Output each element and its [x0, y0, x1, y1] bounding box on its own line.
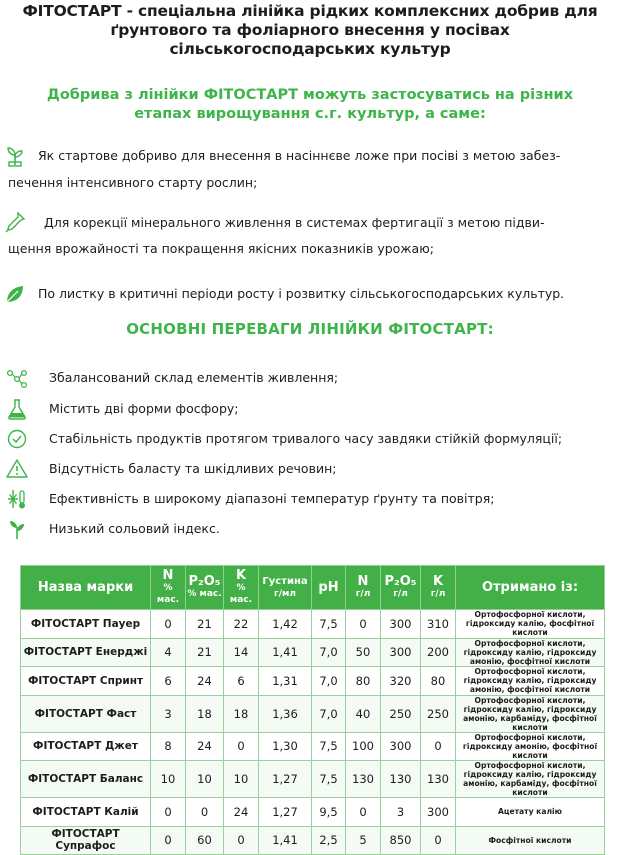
value-cell: 7,5 [312, 732, 346, 761]
seedling-icon [4, 145, 26, 167]
table-row [21, 667, 605, 696]
column-header: Густина г/мл [259, 566, 312, 610]
column-header: P₂O₅ г/л [381, 566, 421, 610]
value-cell: 7,0 [312, 638, 346, 667]
advantage-text: Відсутність баласту та шкідливих речовин; [49, 461, 337, 476]
value-cell: 850 [381, 826, 421, 855]
value-cell: 1,36 [259, 695, 312, 732]
table-row [21, 732, 605, 761]
table-row [21, 695, 605, 732]
column-header: Отримано із: [456, 566, 605, 610]
value-cell: 300 [381, 610, 421, 639]
subtitle-line: етапах вирощування с.г. культур, а саме: [134, 106, 486, 122]
value-cell: 1,27 [259, 761, 312, 798]
value-cell: 130 [421, 761, 456, 798]
pipette-icon [4, 211, 26, 233]
value-cell: 24 [224, 798, 259, 827]
page-subtitle [20, 86, 600, 124]
column-header: N г/л [346, 566, 381, 610]
value-cell: 10 [224, 761, 259, 798]
value-cell: 24 [186, 667, 224, 696]
value-cell: 0 [224, 732, 259, 761]
use-text: Для корекції мінерального живлення в системах фертигації з метою підви- [44, 215, 545, 230]
value-cell: 80 [346, 667, 381, 696]
table-row [21, 826, 605, 855]
advantage-item [0, 518, 620, 542]
advantage-item [0, 428, 620, 452]
value-cell: 50 [346, 638, 381, 667]
value-cell: 3 [151, 695, 186, 732]
advantage-text: Низький сольовий індекс. [49, 521, 220, 536]
value-cell: 18 [224, 695, 259, 732]
use-text: щення врожайності та покращення якісних показників урожаю; [8, 241, 434, 256]
value-cell: 130 [346, 761, 381, 798]
value-cell: 1,42 [259, 610, 312, 639]
sprout-icon [6, 518, 28, 540]
value-cell: 310 [421, 610, 456, 639]
value-cell: 18 [186, 695, 224, 732]
use-item-fertigation [0, 208, 620, 260]
value-cell: 40 [346, 695, 381, 732]
value-cell: 1,41 [259, 826, 312, 855]
product-name-cell: ФІТОСТАРТ Баланс [21, 761, 151, 798]
value-cell: 10 [151, 761, 186, 798]
use-text: Як стартове добриво для внесення в насіннєве ложе при посіві з метою забез- [38, 148, 561, 163]
value-cell: 0 [151, 610, 186, 639]
title-line: ґрунтового та фоліарного внесення у посівах [110, 21, 510, 39]
use-text: По листку в критичні періоди росту і розвитку сільськогосподарських культур. [38, 286, 565, 301]
value-cell: 300 [381, 638, 421, 667]
value-cell: 2,5 [312, 826, 346, 855]
product-name-cell: ФІТОСТАРТ Фаст [21, 695, 151, 732]
stability-badge-icon [6, 428, 28, 450]
value-cell: 250 [421, 695, 456, 732]
value-cell: 300 [381, 732, 421, 761]
value-cell: 320 [381, 667, 421, 696]
value-cell: 0 [346, 610, 381, 639]
value-cell: 0 [151, 826, 186, 855]
source-cell: Ортофосфорної кислоти, гідроксиду калію, фосфітної кислоти [456, 610, 605, 639]
value-cell: 200 [421, 638, 456, 667]
use-item-foliar [0, 281, 620, 307]
value-cell: 8 [151, 732, 186, 761]
title-line: сільськогосподарських культур [169, 40, 451, 58]
value-cell: 3 [381, 798, 421, 827]
value-cell: 9,5 [312, 798, 346, 827]
molecule-icon [6, 367, 28, 389]
advantage-item [0, 398, 620, 422]
source-cell: Фосфітної кислоти [456, 826, 605, 855]
value-cell: 21 [186, 610, 224, 639]
value-cell: 10 [186, 761, 224, 798]
advantage-item [0, 367, 620, 391]
advantages-title: ОСНОВНІ ПЕРЕВАГИ ЛІНІЙКИ ФІТОСТАРТ: [126, 320, 494, 338]
source-cell: Ортофосфорної кислоти, гідроксиду амонію, фосфітної кислоти [456, 732, 605, 761]
product-name-cell: ФІТОСТАРТ Енерджі [21, 638, 151, 667]
value-cell: 21 [186, 638, 224, 667]
value-cell: 4 [151, 638, 186, 667]
value-cell: 7,5 [312, 610, 346, 639]
table-row [21, 761, 605, 798]
title-line: ФІТОСТАРТ - спеціальна лінійка рідких комплексних добрив для [22, 2, 598, 20]
value-cell: 0 [224, 826, 259, 855]
use-text: печення інтенсивного старту рослин; [8, 175, 258, 190]
value-cell: 7,0 [312, 695, 346, 732]
advantage-item [0, 458, 620, 482]
value-cell: 60 [186, 826, 224, 855]
subtitle-line: Добрива з лінійки ФІТОСТАРТ можуть застосуватись на різних [46, 87, 574, 103]
product-name-cell: ФІТОСТАРТ Супрафос [21, 826, 151, 855]
value-cell: 0 [186, 798, 224, 827]
flask-icon [6, 398, 28, 420]
source-cell: Ортофосфорної кислоти, гідроксиду калію, гідроксиду амонію, карбаміду, фосфітної кислоти [456, 761, 605, 798]
table-row [21, 610, 605, 639]
value-cell: 0 [346, 798, 381, 827]
source-cell: Ацетату калію [456, 798, 605, 827]
column-header: K % мас. [224, 566, 259, 610]
source-cell: Ортофосфорної кислоти, гідроксиду калію, гідроксиду амонію, фосфітної кислоти [456, 638, 605, 667]
advantage-text: Збалансований склад елементів живлення; [49, 370, 339, 385]
value-cell: 0 [151, 798, 186, 827]
product-name-cell: ФІТОСТАРТ Пауер [21, 610, 151, 639]
value-cell: 5 [346, 826, 381, 855]
value-cell: 6 [151, 667, 186, 696]
value-cell: 14 [224, 638, 259, 667]
use-item-starter [0, 143, 620, 195]
value-cell: 0 [421, 732, 456, 761]
page-title [0, 2, 620, 59]
thermometer-snowflake-icon [6, 488, 28, 510]
product-spec-table [20, 565, 605, 855]
value-cell: 24 [186, 732, 224, 761]
advantage-text: Ефективність в широкому діапазоні температур ґрунту та повітря; [49, 491, 495, 506]
source-cell: Ортофосфорної кислоти, гідроксиду калію, гідроксиду амонію, фосфітної кислоти [456, 667, 605, 696]
leaves-icon [4, 283, 26, 305]
column-header: pH [312, 566, 346, 610]
column-header: K г/л [421, 566, 456, 610]
value-cell: 80 [421, 667, 456, 696]
value-cell: 0 [421, 826, 456, 855]
value-cell: 7,0 [312, 667, 346, 696]
advantage-text: Стабільність продуктів протягом тривалого часу завдяки стійкій формуляції; [49, 431, 563, 446]
column-header: P₂O₅ % мас. [186, 566, 224, 610]
value-cell: 1,31 [259, 667, 312, 696]
table-row [21, 798, 605, 827]
warning-icon [6, 458, 28, 480]
value-cell: 130 [381, 761, 421, 798]
value-cell: 250 [381, 695, 421, 732]
value-cell: 1,27 [259, 798, 312, 827]
advantage-item [0, 488, 620, 512]
product-name-cell: ФІТОСТАРТ Джет [21, 732, 151, 761]
value-cell: 6 [224, 667, 259, 696]
column-header: N % мас. [151, 566, 186, 610]
value-cell: 22 [224, 610, 259, 639]
table-header-row [21, 566, 605, 610]
column-header: Назва марки [21, 566, 151, 610]
value-cell: 7,5 [312, 761, 346, 798]
value-cell: 100 [346, 732, 381, 761]
value-cell: 1,30 [259, 732, 312, 761]
product-name-cell: ФІТОСТАРТ Калій [21, 798, 151, 827]
value-cell: 1,41 [259, 638, 312, 667]
value-cell: 300 [421, 798, 456, 827]
product-name-cell: ФІТОСТАРТ Спринт [21, 667, 151, 696]
table-row [21, 638, 605, 667]
advantage-text: Містить дві форми фосфору; [49, 401, 239, 416]
source-cell: Ортофосфорної кислоти, гідроксиду калію, гідроксиду амонію, карбаміду, фосфітної кислоти [456, 695, 605, 732]
